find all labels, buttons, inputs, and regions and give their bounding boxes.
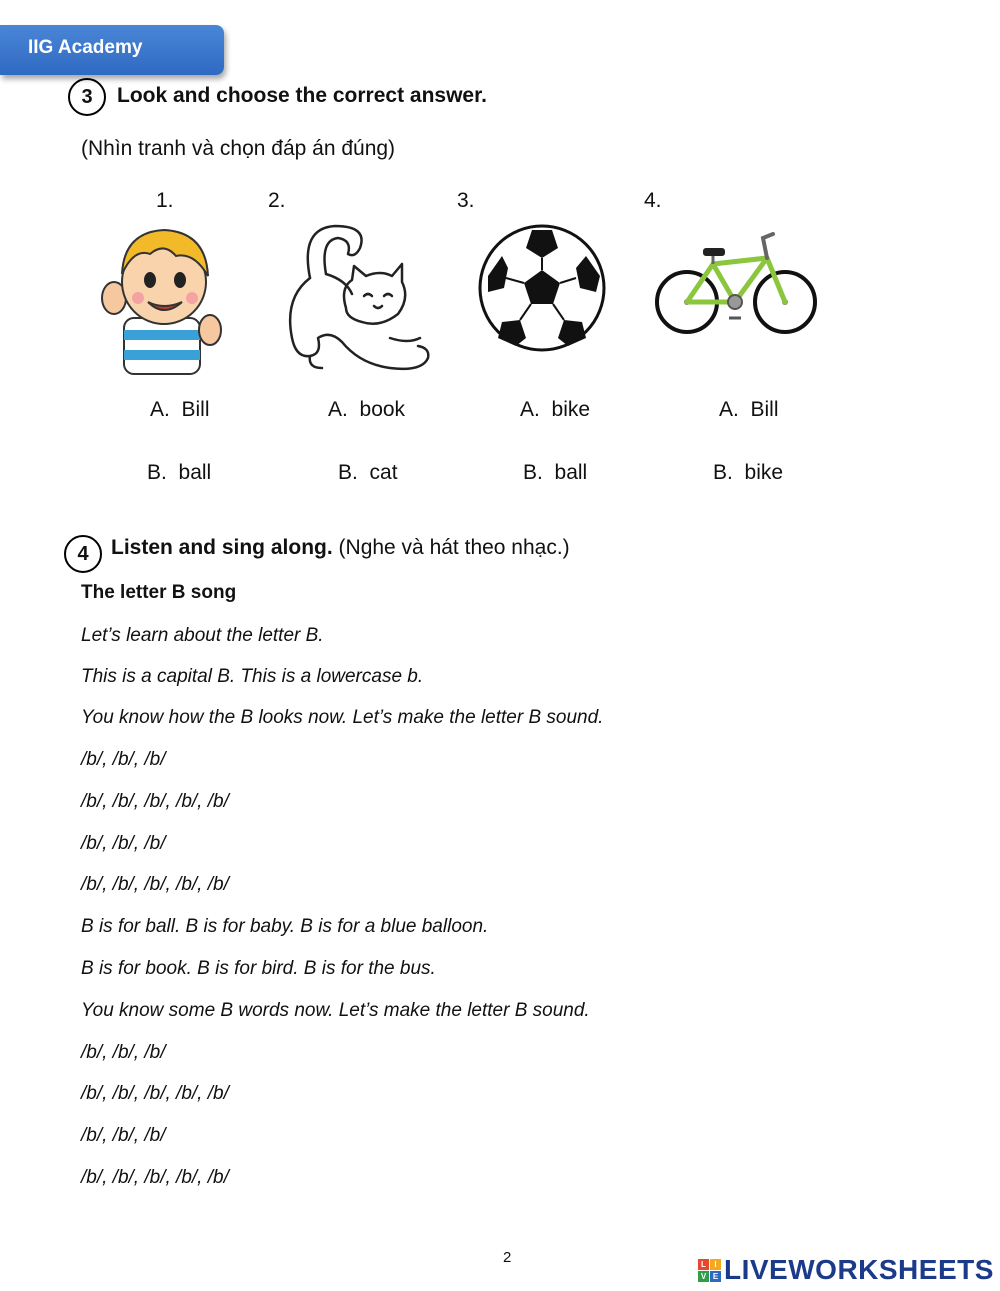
section-3-title: Look and choose the correct answer. [117, 84, 487, 107]
section-4-title: Listen and sing along. [111, 536, 333, 559]
question-4-option-b: B. bike [713, 461, 784, 484]
section-4-number: 4 [64, 535, 102, 573]
logo-letter-l: L [698, 1259, 709, 1270]
section-3-subtitle: (Nhìn tranh và chọn đáp án đúng) [81, 137, 396, 160]
lyric-line: You know some B words now. Let’s make the letter B sound. [81, 1000, 590, 1021]
brand-tab [0, 25, 224, 75]
question-1-number: 1. [156, 189, 174, 212]
lyric-line: /b/, /b/, /b/, /b/, /b/ [81, 1167, 229, 1188]
lyric-line: /b/, /b/, /b/ [81, 1042, 166, 1063]
section-3-number: 3 [68, 78, 106, 116]
page-number: 2 [503, 1249, 512, 1266]
lyric-line: B is for book. B is for bird. B is for the bus. [81, 958, 436, 979]
question-1-option-a: A. Bill [150, 398, 210, 421]
logo-letter-i: I [710, 1259, 721, 1270]
lyric-line: Let’s learn about the letter B. [81, 625, 324, 646]
lyric-line: This is a capital B. This is a lowercase b. [81, 666, 424, 687]
soccer-ball-picture [476, 222, 608, 354]
liveworksheets-logo-text: LIVEWORKSHEETS [724, 1254, 994, 1285]
logo-letter-e: E [710, 1271, 721, 1282]
song-title: The letter B song [81, 582, 237, 603]
question-4-option-a: A. Bill [719, 398, 779, 421]
lyric-line: /b/, /b/, /b/ [81, 1125, 166, 1146]
boy-picture [94, 218, 234, 376]
question-1-option-b: B. ball [147, 461, 212, 484]
lyric-line: /b/, /b/, /b/ [81, 749, 166, 770]
liveworksheets-logo[interactable] [698, 1254, 994, 1286]
lyric-line: B is for ball. B is for baby. B is for a blue balloon. [81, 916, 489, 937]
section-4-heading [111, 536, 570, 560]
bicycle-picture [655, 228, 821, 340]
question-3-number: 3. [457, 189, 475, 212]
question-2-option-b: B. cat [338, 461, 398, 484]
cat-picture [280, 218, 435, 383]
question-2-option-a: A. book [328, 398, 406, 421]
brand-label: IIG Academy [28, 37, 143, 58]
lyric-line: /b/, /b/, /b/ [81, 833, 166, 854]
lyric-line: You know how the B looks now. Let’s make the letter B sound. [81, 707, 604, 728]
question-2-number: 2. [268, 189, 286, 212]
lyric-line: /b/, /b/, /b/, /b/, /b/ [81, 1083, 229, 1104]
liveworksheets-logo-icon [698, 1259, 721, 1282]
question-3-option-b: B. ball [523, 461, 588, 484]
section-4-subtitle: (Nghe và hát theo nhạc.) [338, 536, 570, 559]
question-4-number: 4. [644, 189, 662, 212]
lyric-line: /b/, /b/, /b/, /b/, /b/ [81, 791, 229, 812]
lyric-line: /b/, /b/, /b/, /b/, /b/ [81, 874, 229, 895]
question-3-option-a: A. bike [520, 398, 591, 421]
logo-letter-v: V [698, 1271, 709, 1282]
